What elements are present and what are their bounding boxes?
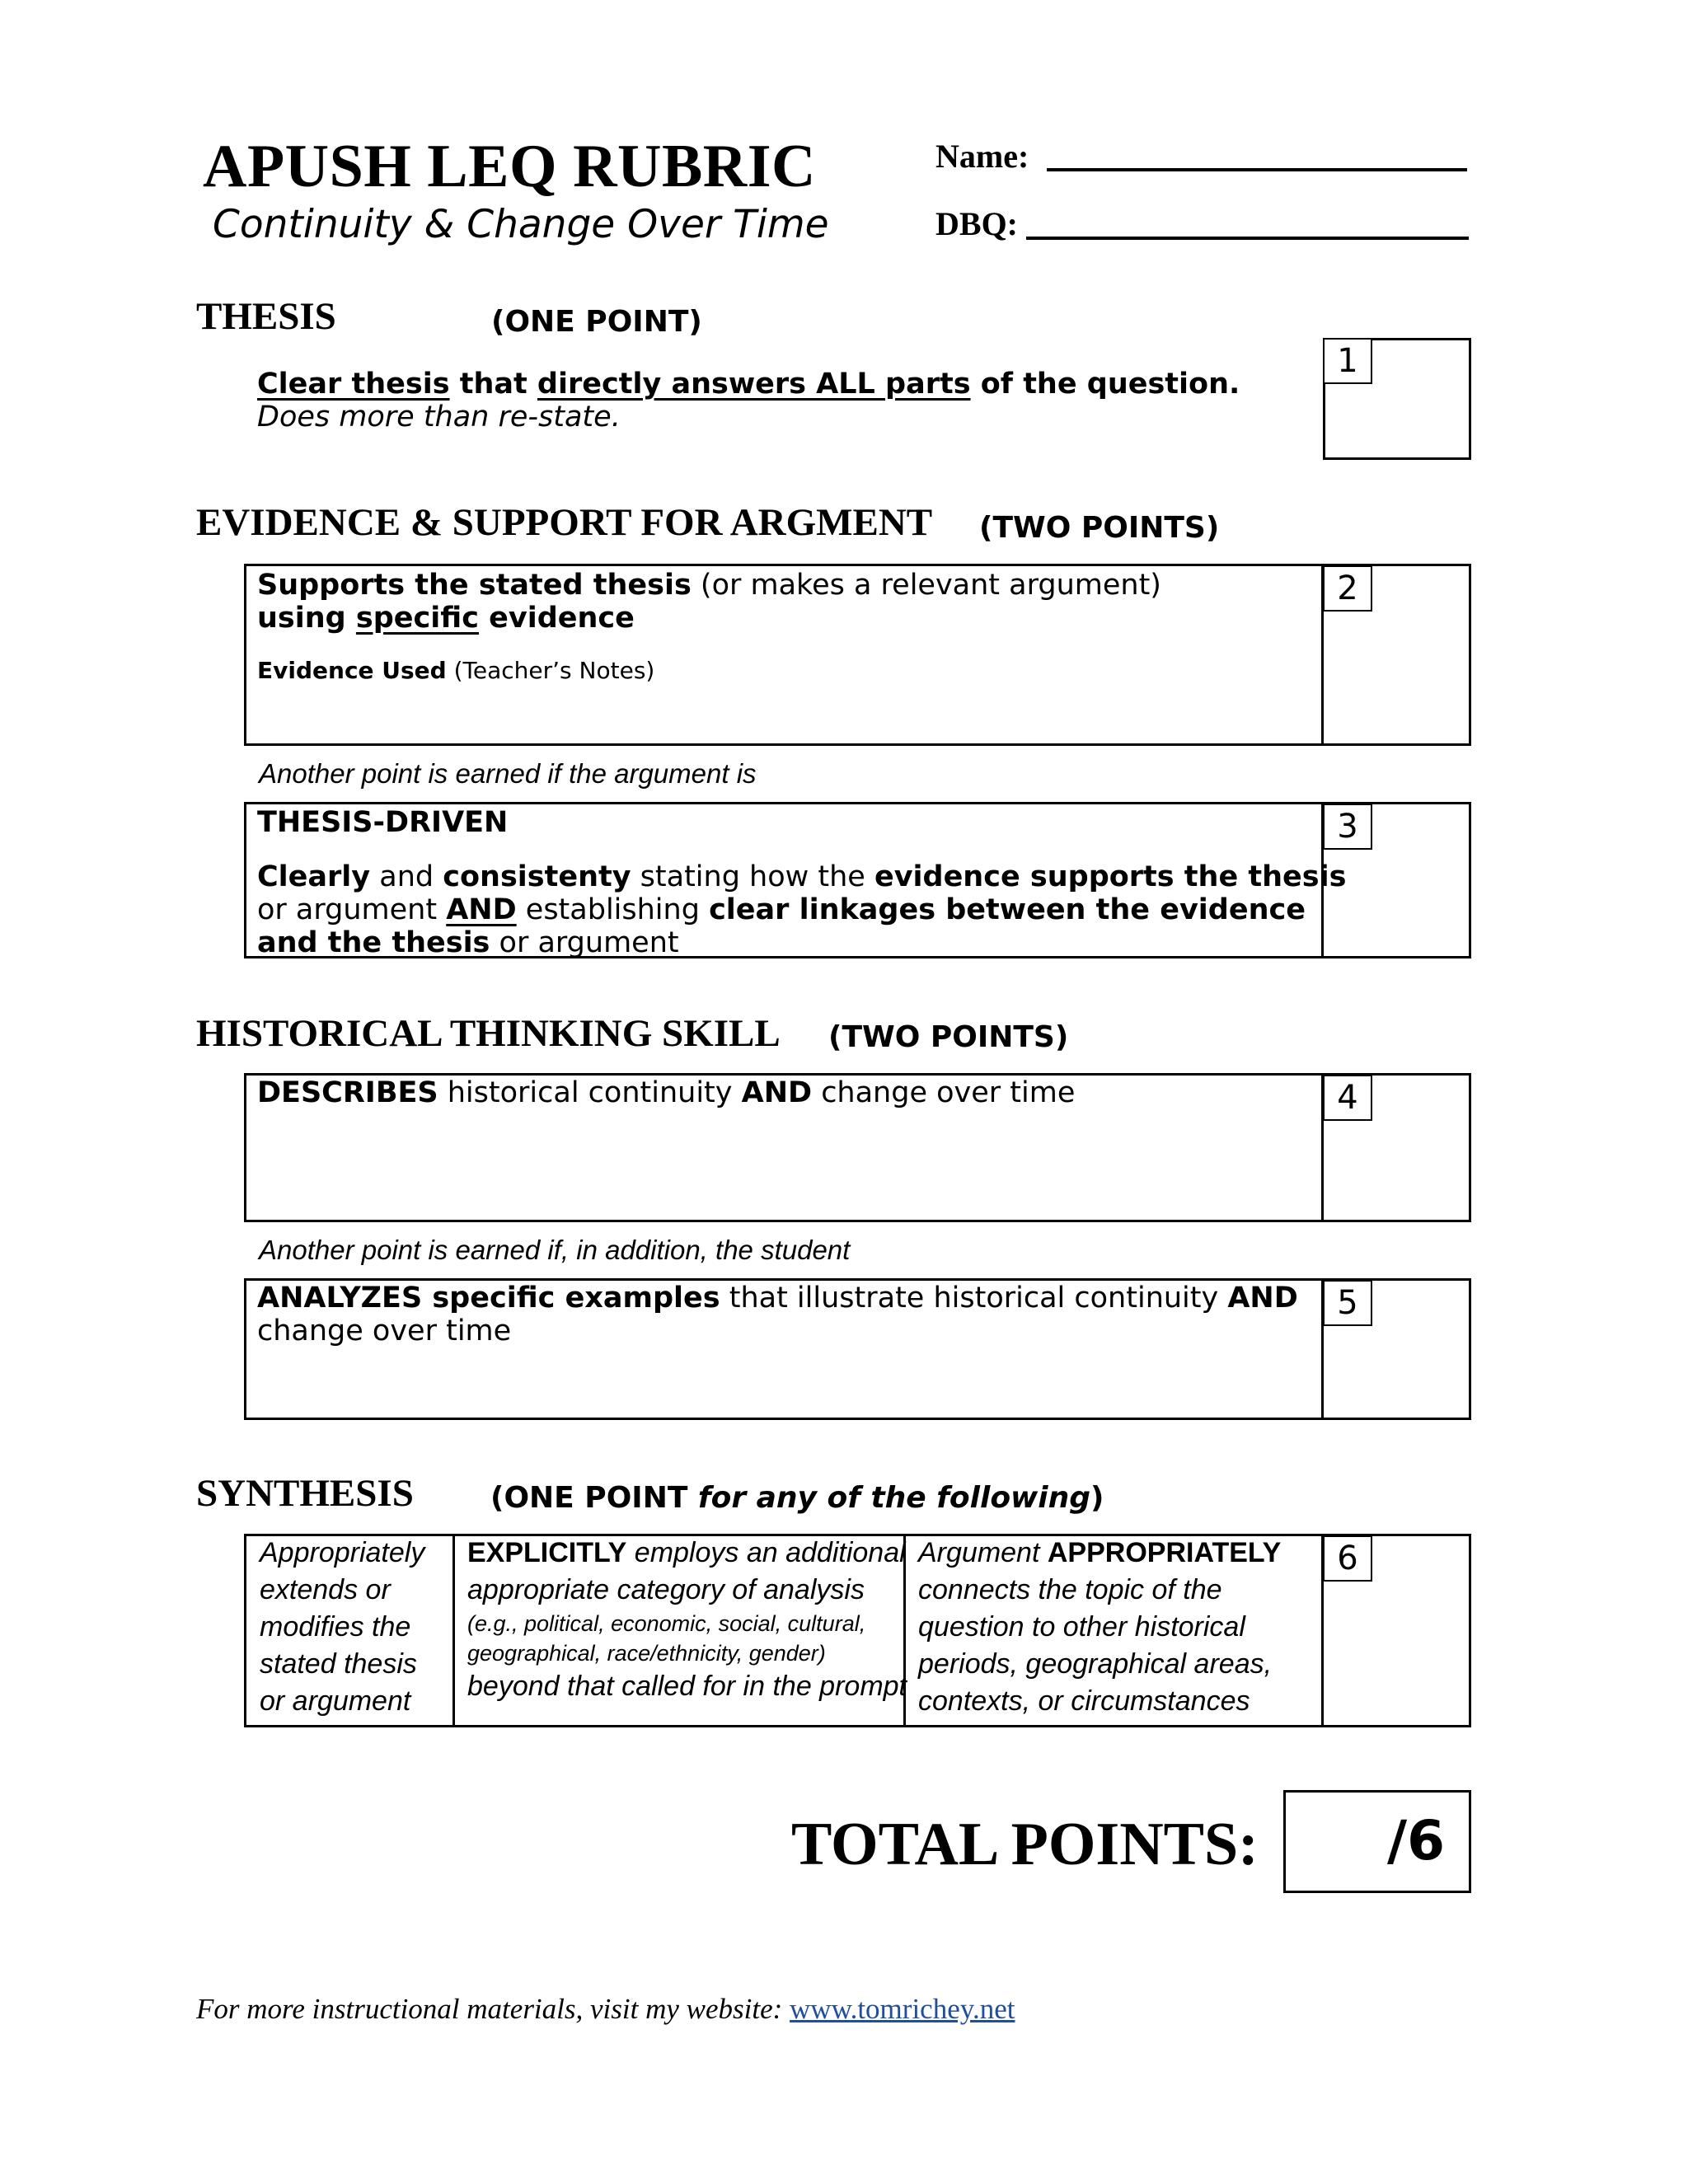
hts-analyzes-line-1: ANALYZES specific examples that illustrate historical continuity AND <box>257 1282 1298 1315</box>
name-label: Name: <box>935 138 1029 175</box>
website-link[interactable]: www.tomrichey.net <box>790 1993 1015 2025</box>
thesis-driven-line-3: and the thesis or argument <box>257 926 679 959</box>
point-number-2: 2 <box>1323 565 1372 612</box>
dbq-label: DBQ: <box>935 205 1018 242</box>
total-points-label: TOTAL POINTS: <box>791 1811 1259 1878</box>
hts-note: Another point is earned if, in addition, the student <box>259 1235 851 1265</box>
synthesis-option-extends: Appropriately extends or modifies the stated thesis or argument <box>260 1537 425 1717</box>
synthesis-points: (ONE POINT for any of the following) <box>490 1481 1104 1515</box>
thesis-driven-line-2: or argument AND establishing clear linkages between the evidence <box>257 893 1306 926</box>
evidence-criterion-line-2: using specific evidence <box>257 602 635 635</box>
thesis-heading: THESIS <box>196 295 336 338</box>
footer-text: For more instructional materials, visit my website: www.tomrichey.net <box>196 1993 1015 2025</box>
page-title: APUSH LEQ RUBRIC <box>203 133 816 200</box>
point-number-4: 4 <box>1323 1075 1372 1121</box>
synthesis-option-connects: Argument APPROPRIATELY connects the topic of the question to other historical periods, geographical areas, contexts, or circumstances <box>918 1537 1282 1717</box>
score-box-6[interactable] <box>1324 1582 1469 1725</box>
thesis-subcriterion: Does more than re-state. <box>257 401 621 434</box>
score-box-3[interactable] <box>1324 850 1469 957</box>
synthesis-heading: SYNTHESIS <box>196 1472 414 1515</box>
hts-points: (TWO POINTS) <box>828 1020 1069 1054</box>
evidence-note: Another point is earned if the argument is <box>259 758 757 789</box>
divider <box>452 1534 455 1727</box>
evidence-points: (TWO POINTS) <box>979 511 1220 545</box>
thesis-points: (ONE POINT) <box>491 305 702 339</box>
point-number-1: 1 <box>1323 338 1372 384</box>
thesis-criterion: Clear thesis that directly answers ALL parts of the question. <box>257 368 1240 401</box>
point-number-5: 5 <box>1323 1280 1372 1326</box>
total-points-value: /6 <box>1387 1809 1446 1872</box>
score-box-2[interactable] <box>1324 612 1469 743</box>
evidence-criterion-line-1: Supports the stated thesis (or makes a relevant argument) <box>257 569 1161 602</box>
hts-heading: HISTORICAL THINKING SKILL <box>196 1012 781 1055</box>
evidence-notes-label: Evidence Used (Teacher’s Notes) <box>257 657 655 684</box>
point-number-6: 6 <box>1323 1535 1372 1582</box>
dbq-field[interactable] <box>1026 237 1469 240</box>
hts-analyzes-line-2: change over time <box>257 1315 512 1347</box>
hts-describes-criterion: DESCRIBES historical continuity AND change over time <box>257 1076 1076 1109</box>
page-subtitle: Continuity & Change Over Time <box>213 202 829 247</box>
thesis-driven-line-1: Clearly and consistenty stating how the evidence supports the thesis <box>257 860 1347 893</box>
synthesis-option-category: EXPLICITLY employs an additional appropriate category of analysis (e.g., political, economic, social, cultural, geographical, race/ethnicity, gender) beyond that called for in the prompt <box>467 1537 907 1702</box>
score-box-5[interactable] <box>1324 1326 1469 1418</box>
thesis-driven-title: THESIS-DRIVEN <box>257 806 509 839</box>
name-field[interactable] <box>1047 168 1467 171</box>
score-box-4[interactable] <box>1324 1121 1469 1220</box>
point-number-3: 3 <box>1323 804 1372 850</box>
evidence-heading: EVIDENCE & SUPPORT FOR ARGMENT <box>196 501 933 544</box>
